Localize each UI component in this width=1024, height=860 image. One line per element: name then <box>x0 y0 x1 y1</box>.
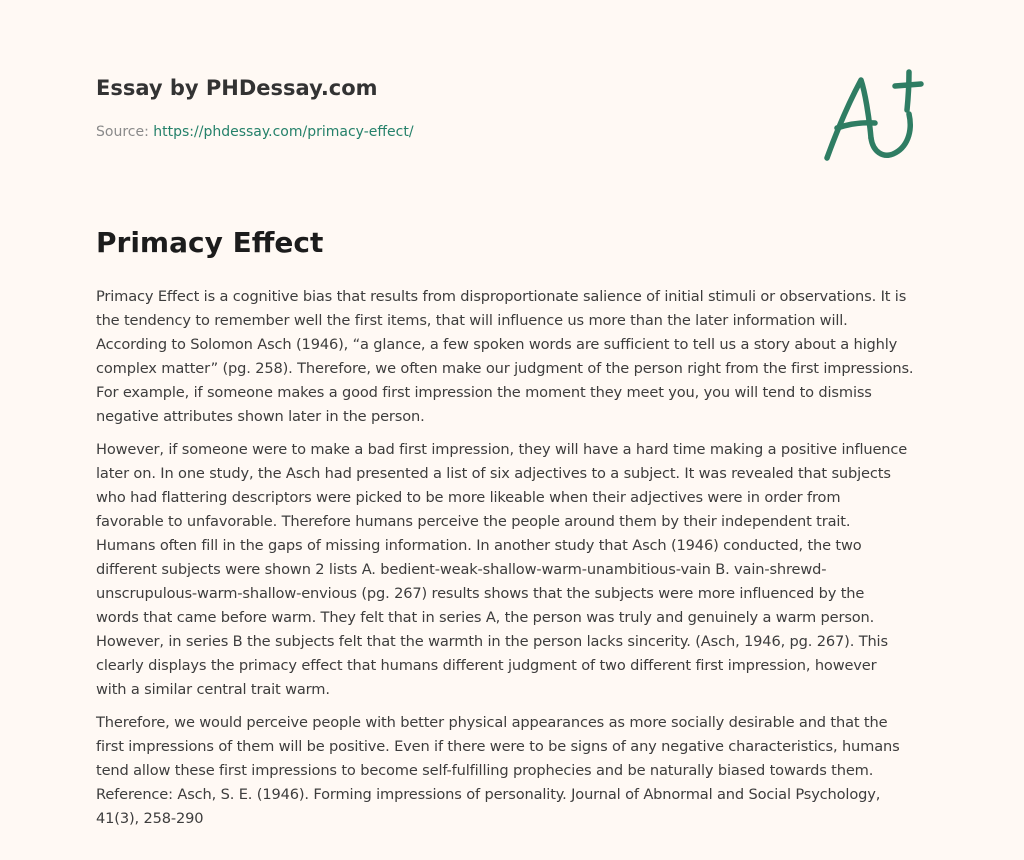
text-line: unscrupulous-warm-shallow-envious (pg. 267) results shows that the subjects were more influenced by the <box>96 585 865 602</box>
text-line: According to Solomon Asch (1946), “a glance, a few spoken words are sufficient to tell us a story about a highly <box>96 336 898 353</box>
text-line: negative attributes shown later in the person. <box>96 408 425 425</box>
source-label: Source: <box>96 124 149 140</box>
text-line: However, in series B the subjects felt that the warmth in the person lacks sincerity. (Asch, 1946, pg. 267). This <box>96 633 888 650</box>
text-line: Reference: Asch, S. E. (1946). Forming impressions of personality. Journal of Abnormal and Social Psychology, <box>96 786 881 803</box>
text-line: Humans often fill in the gaps of missing information. In another study that Asch (1946) conducted, the two <box>96 537 862 554</box>
page-header <box>96 0 928 200</box>
text-line: the tendency to remember well the first items, that will influence us more than the later information will. <box>96 312 848 329</box>
site-title: Essay by PHDessay.com <box>96 76 378 100</box>
text-line: with a similar central trait warm. <box>96 681 330 698</box>
text-line: Therefore, we would perceive people with better physical appearances as more socially desirable and that the <box>96 714 888 731</box>
text-line: who had flattering descriptors were picked to be more likeable when their adjectives were in order from <box>96 489 841 506</box>
paragraph-1 <box>96 285 928 429</box>
text-line: favorable to unfavorable. Therefore humans perceive the people around them by their independent trait. <box>96 513 851 530</box>
text-line: first impressions of them will be positive. Even if there were to be signs of any negative characteristics, humans <box>96 738 900 755</box>
essay-body <box>96 285 928 840</box>
a-plus-grade-icon <box>823 66 927 166</box>
text-line: complex matter” (pg. 258). Therefore, we often make our judgment of the person right from the first impressions. <box>96 360 914 377</box>
essay-title: Primacy Effect <box>96 226 324 259</box>
text-line: Primacy Effect is a cognitive bias that results from disproportionate salience of initial stimuli or observations. It is <box>96 288 907 305</box>
source-line <box>96 124 414 140</box>
text-line: For example, if someone makes a good first impression the moment they meet you, you will tend to dismiss <box>96 384 872 401</box>
text-line: words that came before warm. They felt that in series A, the person was truly and genuinely a warm person. <box>96 609 875 626</box>
text-line: 41(3), 258-290 <box>96 810 204 827</box>
text-line: clearly displays the primacy effect that humans different judgment of two different first impression, however <box>96 657 877 674</box>
text-line: However, if someone were to make a bad first impression, they will have a hard time making a positive influence <box>96 441 908 458</box>
text-line: later on. In one study, the Asch had presented a list of six adjectives to a subject. It was revealed that subjects <box>96 465 891 482</box>
text-line: tend allow these first impressions to become self-fulfilling prophecies and be naturally biased towards them. <box>96 762 874 779</box>
paragraph-2 <box>96 438 928 702</box>
essay-page <box>96 0 928 827</box>
text-line: different subjects were shown 2 lists A. bedient-weak-shallow-warm-unambitious-vain B. vain-shrewd- <box>96 561 827 578</box>
paragraph-3 <box>96 711 928 831</box>
source-link[interactable]: https://phdessay.com/primacy-effect/ <box>153 124 414 140</box>
